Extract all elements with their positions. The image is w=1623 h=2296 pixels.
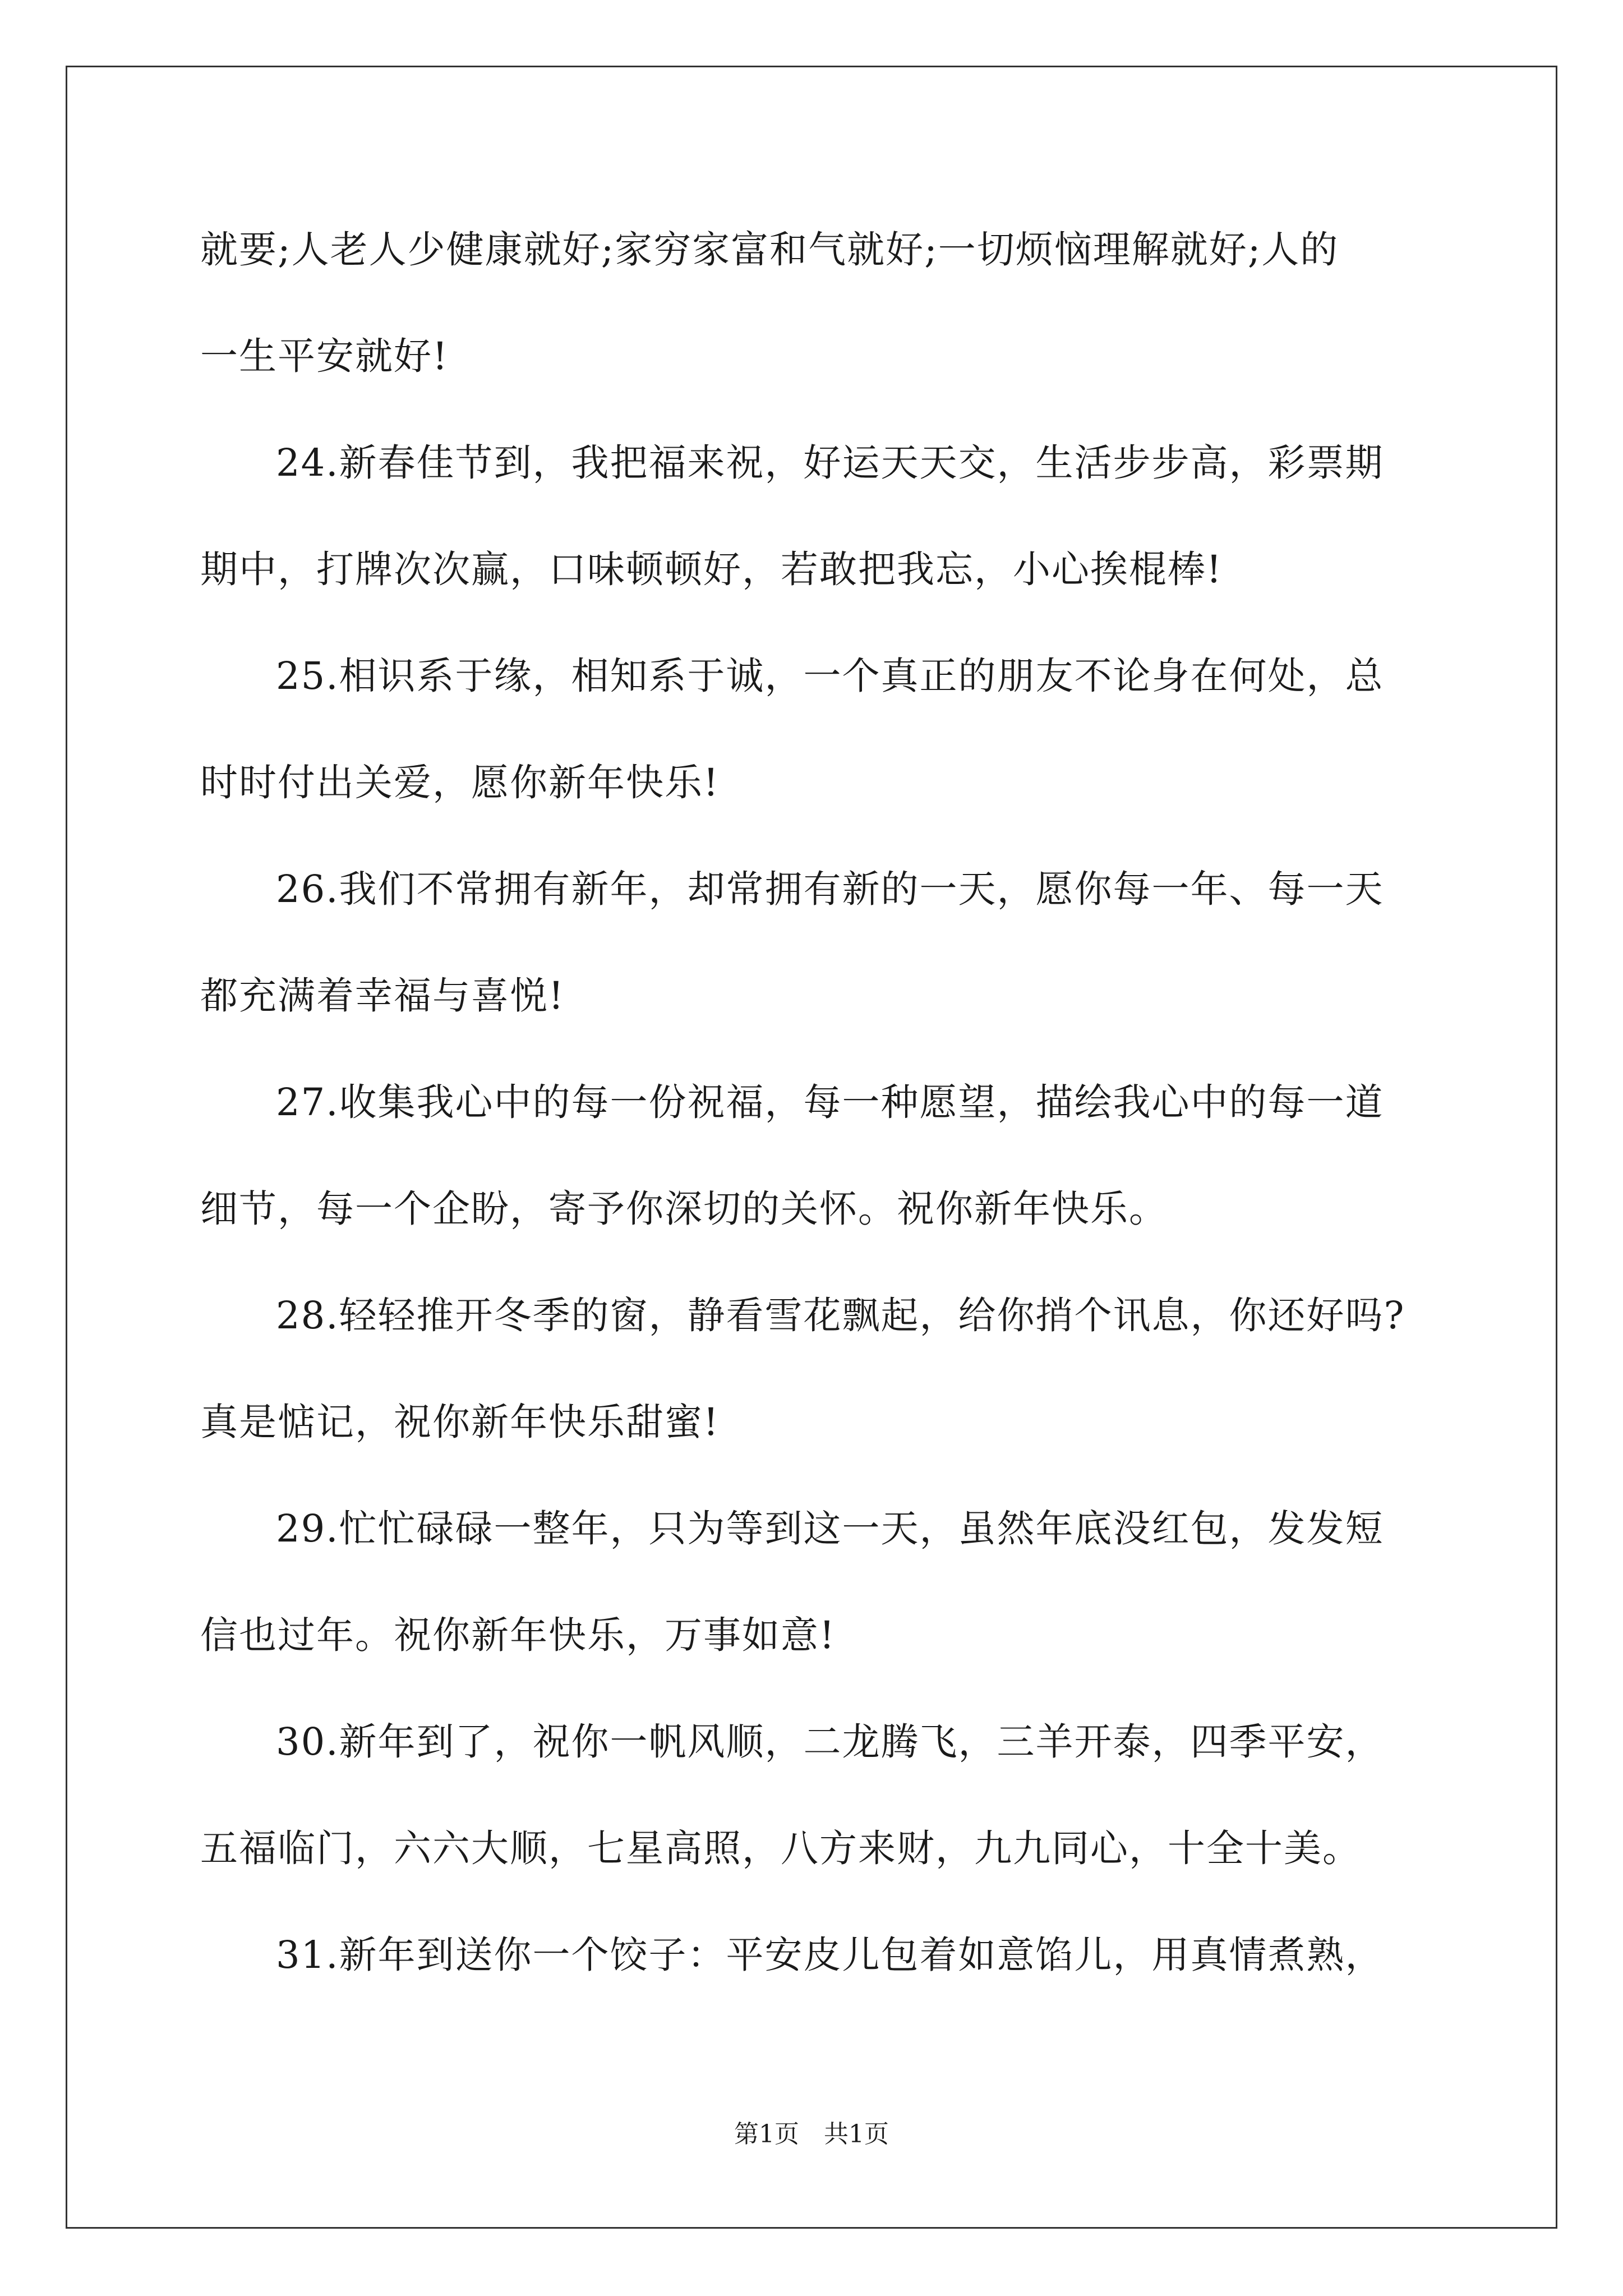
- text-line: 都充满着幸福与喜悦!: [200, 974, 565, 1018]
- text-line: 就要;人老人少健康就好;家穷家富和气就好;一切烦恼理解就好;人的: [200, 228, 1339, 272]
- text-line: 细节，每一个企盼，寄予你深切的关怀。祝你新年快乐。: [200, 1187, 1168, 1231]
- text-line: 时时付出关爱，愿你新年快乐!: [200, 761, 720, 804]
- text-line: 31.新年到送你一个饺子：平安皮儿包着如意馅儿，用真情煮熟，: [276, 1933, 1384, 1977]
- document-body: [200, 216, 1423, 2028]
- text-line: 信也过年。祝你新年快乐，万事如意!: [200, 1613, 836, 1657]
- text-line: 24.新春佳节到，我把福来祝，好运天天交，生活步步高，彩票期: [276, 441, 1384, 485]
- text-line: 30.新年到了，祝你一帆风顺，二龙腾飞，三羊开泰，四季平安，: [276, 1720, 1384, 1764]
- text-line: 一生平安就好!: [200, 334, 449, 378]
- page-footer: 第1页 共1页: [734, 2120, 889, 2148]
- text-line: 26.我们不常拥有新年，却常拥有新的一天，愿你每一年、每一天: [276, 867, 1384, 911]
- text-line: 真是惦记，祝你新年快乐甜蜜!: [200, 1400, 720, 1444]
- text-line: 27.收集我心中的每一份祝福，每一种愿望，描绘我心中的每一道: [276, 1080, 1384, 1124]
- text-line: 期中，打牌次次赢，口味顿顿好，若敢把我忘，小心挨棍棒!: [200, 547, 1223, 591]
- text-line: 29.忙忙碌碌一整年，只为等到这一天，虽然年底没红包，发发短: [276, 1507, 1384, 1550]
- text-line: 28.轻轻推开冬季的窗，静看雪花飘起，给你捎个讯息，你还好吗?: [276, 1294, 1405, 1337]
- text-line: 25.相识系于缘，相知系于诚，一个真正的朋友不论身在何处，总: [276, 654, 1384, 698]
- text-line: 五福临门，六六大顺，七星高照，八方来财，九九同心，十全十美。: [200, 1826, 1361, 1870]
